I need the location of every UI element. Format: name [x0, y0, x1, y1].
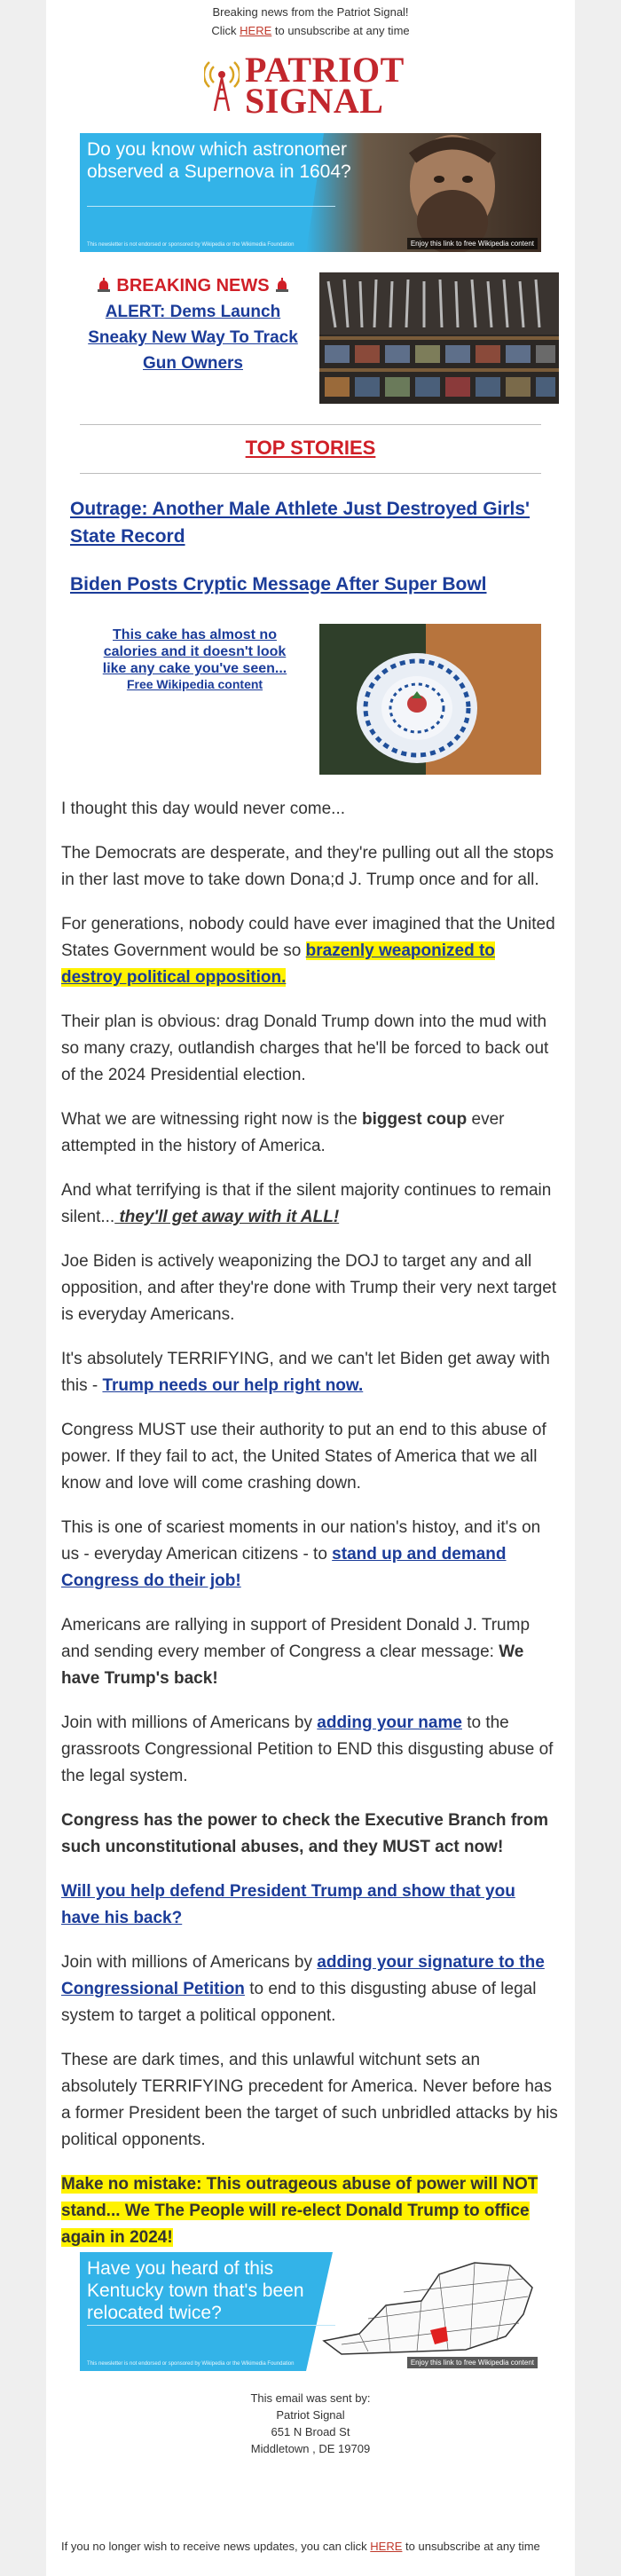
- preheader-unsubscribe: Click HERE to unsubscribe at any time: [211, 24, 410, 37]
- footer-street: 651 N Broad St: [271, 2425, 350, 2438]
- article-paragraph: The Democrats are desperate, and they're pulling out all the stops in ther last move to take down Dona;d J. Trump once and for all.: [61, 844, 554, 889]
- ad-disclaimer: This newsletter is not endorsed or sponsored by Wikipedia or the Wikimedia Foundation: [87, 242, 295, 248]
- article-body: [61, 796, 558, 2269]
- unsubscribe-notice: If you no longer wish to receive news updates, you can click HERE to unsubscribe at any time: [61, 2540, 540, 2553]
- breaking-news-block: [80, 275, 306, 376]
- footer-city: Middletown , DE 19709: [250, 2442, 371, 2455]
- ad-divider: [87, 2325, 335, 2326]
- siren-icon: [274, 277, 290, 293]
- preheader-text: Breaking news from the Patriot Signal!: [212, 5, 409, 19]
- article-paragraph: Their plan is obvious: drag Donald Trump down into the mud with so many crazy, outlandish charges that he'll be forced to back out of the 2024 Presidential election.: [61, 1012, 549, 1084]
- ad-caption: Enjoy this link to free Wikipedia content: [407, 2357, 538, 2368]
- article-paragraph: This is one of scariest moments in our nation's histoy, and it's on us - everyday American citizens - to stand up and demand Congress do their job!: [61, 1518, 541, 1590]
- article-paragraph: It's absolutely TERRIFYING, and we can't let Biden get away with this - Trump needs our help right now.: [61, 1350, 550, 1395]
- wikipedia-ad-astronomer[interactable]: [80, 133, 541, 252]
- article-paragraph: For generations, nobody could have ever imagined that the United States Government would be so brazenly weaponized to destroy political opposition.: [61, 915, 555, 987]
- article-paragraph: Americans are rallying in support of President Donald J. Trump and sending every member of Congress a clear message: We have Trump's back!: [61, 1616, 531, 1688]
- ad-disclaimer: This newsletter is not endorsed or sponsored by Wikipedia or the Wikimedia Foundation: [87, 2361, 295, 2367]
- email-body: [46, 0, 575, 2576]
- divider-top: [80, 424, 541, 425]
- footer-sent-by: This email was sent by:: [250, 2391, 371, 2405]
- cake-ad-link[interactable]: [95, 626, 295, 692]
- weaponized-link[interactable]: brazenly weaponized to destroy political opposition.: [61, 941, 495, 987]
- cake-image[interactable]: [319, 624, 541, 775]
- ad-headline: Have you heard of this Kentucky town that's been relocated twice?: [87, 2258, 304, 2323]
- cake-ad-headline: This cake has almost no calories and it doesn't look like any cake you've seen...: [102, 627, 287, 676]
- footer: [46, 2390, 575, 2457]
- article-paragraph: [61, 1879, 558, 1932]
- wikipedia-ad-kentucky[interactable]: [80, 2252, 541, 2371]
- cake-ad-subtitle: Free Wikipedia content: [126, 677, 263, 691]
- article-paragraph: These are dark times, and this unlawful witchunt sets an absolutely TERRIFYING precedent for America. Never before has a former President been the target of such unbridled attacks by his political opponents.: [61, 2051, 558, 2149]
- article-paragraph: What we are witnessing right now is the biggest coup ever attempted in the history of America.: [61, 1110, 505, 1155]
- add-name-link[interactable]: adding your name: [317, 1713, 462, 1732]
- article-paragraph: And what terrifying is that if the silent majority continues to remain silent... they'll get away with it ALL!: [61, 1181, 552, 1226]
- article-paragraph: I thought this day would never come...: [61, 800, 346, 818]
- unsubscribe-link-top[interactable]: HERE: [240, 24, 272, 37]
- ad-divider: [87, 206, 335, 207]
- defend-trump-link[interactable]: Will you help defend President Trump and show that you have his back?: [61, 1882, 515, 1927]
- article-paragraph: Join with millions of Americans by adding your signature to the Congressional Petition to end to this disgusting abuse of legal system to target a political opponent.: [61, 1953, 545, 2025]
- breaking-news-title: BREAKING NEWS: [80, 275, 306, 296]
- siren-icon: [96, 277, 112, 293]
- brand-wordmark: PATRIOT SIGNAL: [245, 50, 405, 121]
- unsubscribe-link-bottom[interactable]: HERE: [370, 2540, 403, 2553]
- article-paragraph-highlight: Make no mistake: This outrageous abuse of power will NOT stand... We The People will re-elect Donald Trump to office again in 2024!: [61, 2175, 538, 2247]
- demand-congress-link[interactable]: stand up and demand Congress do their job!: [61, 1545, 507, 1590]
- top-stories-heading: TOP STORIES: [245, 437, 376, 459]
- article-paragraph: Congress has the power to check the Executive Branch from such unconstitutional abuses, and they MUST act now!: [61, 1811, 549, 1856]
- story-link-biden[interactable]: Biden Posts Cryptic Message After Super Bowl: [70, 574, 487, 595]
- sign-petition-link[interactable]: adding your signature to the Congressional Petition: [61, 1953, 545, 1998]
- story-link-athlete[interactable]: Outrage: Another Male Athlete Just Destroyed Girls' State Record: [70, 499, 531, 547]
- radio-tower-icon: [204, 56, 240, 111]
- trump-help-link[interactable]: Trump needs our help right now.: [102, 1376, 364, 1395]
- article-paragraph: Join with millions of Americans by adding your name to the grassroots Congressional Petition to END this disgusting abuse of the legal system.: [61, 1713, 554, 1785]
- footer-org: Patriot Signal: [276, 2408, 345, 2422]
- brand-logo[interactable]: [46, 47, 575, 122]
- divider-bottom: [80, 473, 541, 474]
- article-paragraph: Congress MUST use their authority to put an end to this abuse of power. If they fail to act, the United States of America that we all know and love will come crashing down.: [61, 1421, 546, 1493]
- ad-caption: Enjoy this link to free Wikipedia content: [407, 238, 538, 249]
- knife-display-image[interactable]: [319, 272, 559, 404]
- preheader: [46, 0, 575, 40]
- ad-headline: Do you know which astronomer observed a Supernova in 1604?: [87, 139, 351, 182]
- breaking-news-link[interactable]: ALERT: Dems Launch Sneaky New Way To Track Gun Owners: [88, 303, 298, 373]
- article-paragraph: Joe Biden is actively weaponizing the DOJ to target any and all opposition, and after they're done with Trump their very next target is everyday Americans.: [61, 1252, 557, 1324]
